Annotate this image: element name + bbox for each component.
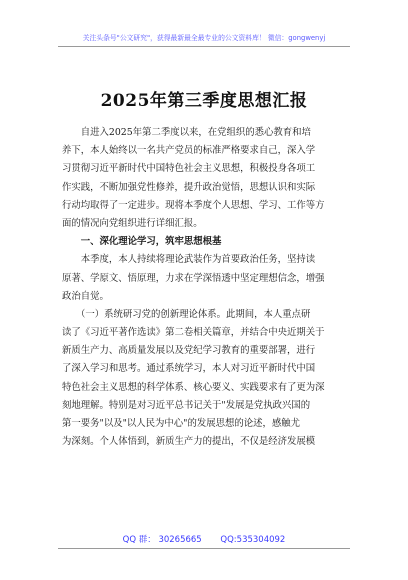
body-line: 读了《习近平著作选读》第二卷相关篇章，并结合中央近期关于 <box>62 327 325 339</box>
body-line: 养下，本人始终以一名共产党员的标准严格要求自己，深入学 <box>62 145 316 157</box>
footer-qq-number: QQ:535304092 <box>220 535 286 545</box>
body-line: 了深入学习和思考。通过系统学习，本人对习近平新时代中国 <box>62 363 316 375</box>
body-line: （一）系统研习党的创新理论体系。此期间，本人重点研 <box>62 308 311 320</box>
body-line: 为深刻。个人体悟到，新质生产力的提出，不仅是经济发展模 <box>62 436 316 448</box>
body-line: 行动均取得了一定进步。现将本季度个人思想、学习、工作等方 <box>62 199 325 211</box>
footer-divider <box>58 548 350 549</box>
body-line: 习贯彻习近平新时代中国特色社会主义思想，积极投身各项工 <box>62 163 316 175</box>
body-line: 新质生产力、高质量发展以及党纪学习教育的重要部署，进行 <box>62 345 316 357</box>
document-body <box>62 124 346 451</box>
body-line: 特色社会主义思想的科学体系、核心要义、实践要求有了更为深 <box>62 381 325 393</box>
body-line: 自进入2025年第二季度以来，在党组织的悉心教育和培 <box>62 127 311 138</box>
document-title: 2025年第三季度思想汇报 <box>100 91 308 111</box>
body-line: 第一要务"以及"以人民为中心"的发展思想的论述，感触尤 <box>62 418 300 429</box>
header-divider <box>58 46 350 47</box>
body-line: 原著、学原文、悟原理，力求在学深悟透中坚定理想信念，增强 <box>62 272 325 284</box>
body-line: 作实践，不断加强党性修养，提升政治觉悟，思想认识和实际 <box>62 181 316 193</box>
footer-qq-group: QQ 群： 30265665 <box>122 535 202 545</box>
body-line: 面的情况向党组织进行详细汇报。 <box>62 217 203 229</box>
body-line: 刻地理解。特别是对习近平总书记关于"发展是党执政兴国的 <box>62 399 311 411</box>
section-heading: 一、深化理论学习，筑牢思想根基 <box>62 236 222 248</box>
footer-contact <box>0 533 408 545</box>
header-banner: 关注头条号"公文研究"，获得最新最全最专业的公文资料库！ 微信：gongwenyj <box>82 34 326 42</box>
body-line: 政治自觉。 <box>62 290 109 302</box>
body-line: 本季度，本人持续将理论武装作为首要政治任务，坚持读 <box>62 254 316 266</box>
